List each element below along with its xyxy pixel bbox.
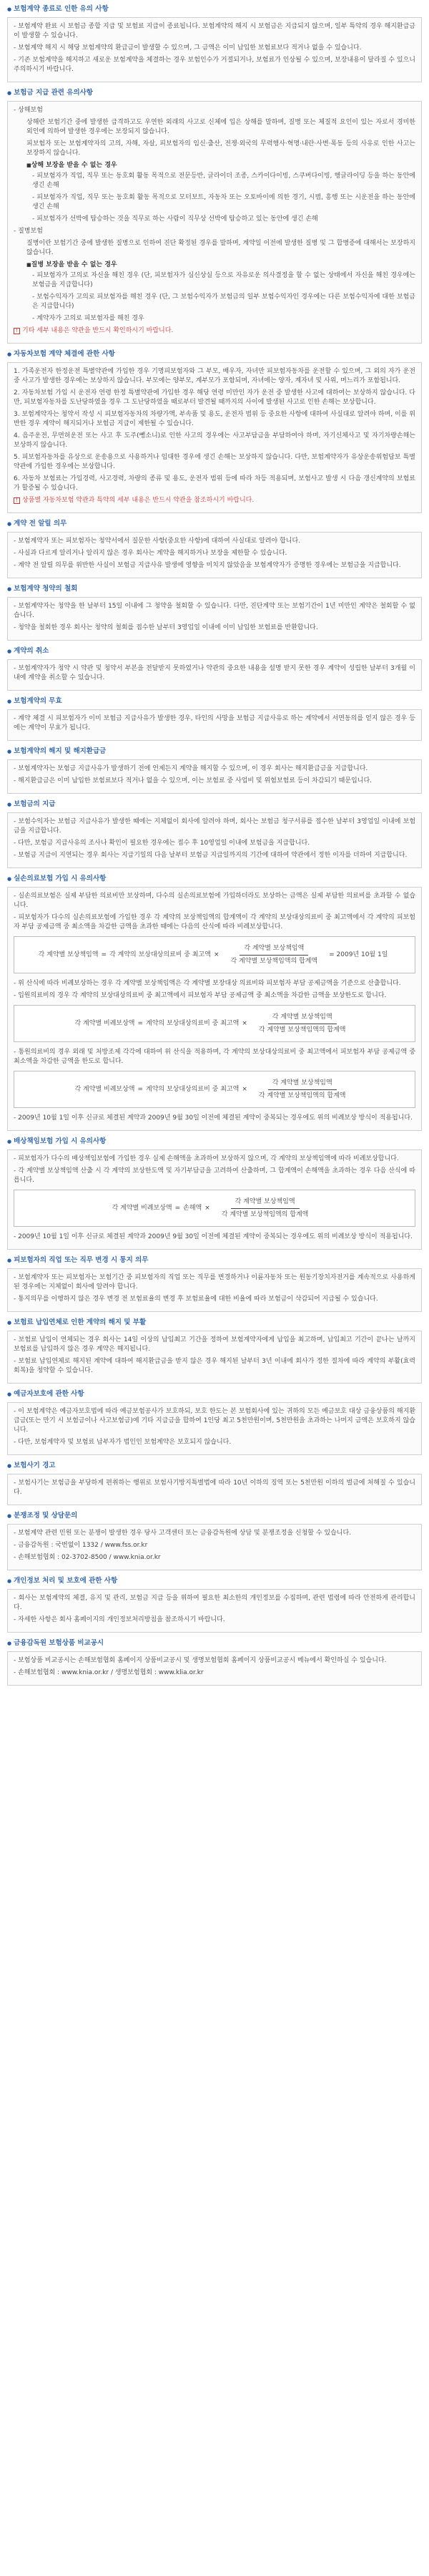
notice-section xyxy=(7,696,422,741)
section-title: ● 금융감독원 보험상품 비교공시 xyxy=(7,1638,422,1648)
bullet-paragraph: - 보험계약자 또는 피보험자는 보험기간 중 피보험자의 직업 또는 직무를 변경하거나 이륜자동차 또는 원동기장치자전거를 계속적으로 사용하게 된 경우에는 지체없이 회사에 알려야 합니다. xyxy=(14,1273,415,1292)
bullet-paragraph: - 통지의무를 이행하지 않은 경우 변경 전 보험료율의 변경 후 보험료율에 대한 비율에 따라 보험금이 삭감되어 지급될 수 있습니다. xyxy=(14,1295,415,1304)
formula-left: 각 계약별 비례보상액 xyxy=(112,1204,172,1212)
subheading: ■ 질병 보장을 받을 수 없는 경우 xyxy=(14,261,415,270)
bullet-paragraph: - 보험계약자는 청약을 한 날부터 15일 이내에 그 청약을 철회할 수 있습니다. 다만, 진단계약 또는 보험기간이 1년 미만인 계약은 철회할 수 없습니다. xyxy=(14,602,415,621)
notice-section xyxy=(7,1638,422,1686)
bullet-paragraph: - 2009년 10월 1일 이후 신규로 체결된 계약과 2009년 9월 30일 이전에 체결된 계약이 중복되는 경우에도 위의 비례보상 방식이 적용됩니다. xyxy=(14,1114,415,1123)
fraction-denominator: 각 계약별 보상책임액의 합계액 xyxy=(258,1092,346,1099)
notice-section xyxy=(7,799,422,868)
section-body xyxy=(7,362,422,513)
bullet-paragraph: - 피보험자가 다수의 배상책임보험에 가입한 경우 실제 손해액을 초과하여 보상하지 않으며, 각 계약의 보상책임액에 따라 비례보상합니다. xyxy=(14,1155,415,1164)
section-body xyxy=(7,887,422,1131)
bullet-paragraph: - 금융감독원 : 국번없이 1332 / www.fss.or.kr xyxy=(14,1541,415,1550)
bullet-paragraph: - 손해보험협회 : 02-3702-8500 / www.knia.or.kr xyxy=(14,1553,415,1562)
section-title: ● 보험금 지급 관련 유의사항 xyxy=(7,88,422,98)
sub-paragraph: 질병이란 보험기간 중에 발생한 질병으로 인하여 진단 확정된 경우를 말하며, 계약일 이전에 발생한 질병 및 그 합병증에 대해서는 보장하지 않습니다. xyxy=(26,240,415,256)
proportional-formula xyxy=(14,1071,415,1108)
bullet-paragraph: - 보험계약자 또는 피보험자는 청약서에서 질문한 사항(중요한 사항)에 대하여 사실대로 알려야 합니다. xyxy=(14,537,415,546)
formula-fraction xyxy=(217,1197,313,1220)
warning-text: 상품별 자동차보험 약관과 특약의 세부 내용은 반드시 약관을 참조하시기 바랍니다. xyxy=(22,497,255,504)
subheading: ■ 상해 보장을 받을 수 없는 경우 xyxy=(14,161,415,170)
section-body xyxy=(7,597,422,641)
fraction-numerator: 각 계약별 보상책임액 xyxy=(268,1013,337,1024)
notice-section xyxy=(7,349,422,513)
notice-section xyxy=(7,1318,422,1384)
formula-mid: 손해액 xyxy=(183,1204,202,1212)
bullet-paragraph: - 위 산식에 따라 비례보상하는 경우 각 계약별 보상책임액은 각 계약별 보장대상 의료비와 피보험자 부담 공제금액을 기준으로 산출합니다. xyxy=(14,979,415,988)
section-body xyxy=(7,1268,422,1312)
section-title: ● 계약 전 알릴 의무 xyxy=(7,519,422,529)
numbered-paragraph: 6. 자동차 보험료는 가입경력, 사고경력, 차량의 종류 및 용도, 운전자 범위 등에 따라 차등 적용되며, 보험사고 발생 시 다음 갱신계약의 보험료가 할증될 수 있습니다. xyxy=(14,475,415,492)
bullet-paragraph: - 2009년 10월 1일 이후 신규로 체결된 계약과 2009년 9월 30일 이전에 체결된 계약이 중복되는 경우에도 위의 비례보상 방식이 적용됩니다. xyxy=(14,1233,415,1242)
fraction-denominator: 각 계약별 보상책임액의 합계액 xyxy=(258,1026,346,1034)
bullet-paragraph: - 보험료 납입이 연체되는 경우 회사는 14일 이상의 납입최고 기간을 정하여 보험계약자에게 납입을 최고하며, 납입최고 기간이 끝나는 날까지 보험료를 납입하지 않은 경우 계약은 해지됩니다. xyxy=(14,1336,415,1354)
bullet-paragraph: - 각 계약별 보상책임액 산출 시 각 계약의 보상한도액 및 자기부담금을 고려하여 산출하며, 그 합계액이 손해액을 초과하는 경우 다음 산식에 따릅니다. xyxy=(14,1167,415,1185)
formula-left: 각 계약별 비례보상액 xyxy=(74,1019,135,1027)
notice-section xyxy=(7,747,422,794)
section-body xyxy=(7,1524,422,1570)
section-title: ● 자동차보험 계약 체결에 관한 사항 xyxy=(7,349,422,359)
formula-left: 각 계약별 비례보상액 xyxy=(74,1085,135,1093)
formula-note: = 2009년 10월 1일 xyxy=(329,951,388,958)
notice-section xyxy=(7,584,422,641)
section-title: ● 보험계약의 무효 xyxy=(7,696,422,706)
bullet-paragraph: - 보험계약 완료 시 보험금 종합 지급 및 보험료 지급이 종료됩니다. 보험계약의 해지 시 보험금은 지급되지 않으며, 일부 특약의 경우 해지환급금이 발생할 수 있습니다. xyxy=(14,22,415,41)
formula-mid: 각 계약의 보상대상의료비 중 최고액 xyxy=(109,951,211,958)
fraction-denominator: 각 계약별 보상책임액의 합계액 xyxy=(230,957,318,965)
bullet-paragraph: - 계약 체결 시 피보험자가 이미 보험금 지급사유가 발생한 경우, 타인의 사망을 보험금 지급사유로 하는 계약에서 서면동의를 얻지 않은 경우 등에는 계약이 무효가 됩니다. xyxy=(14,714,415,733)
bullet-paragraph: - 보험계약자가 청약 시 약관 및 청약서 부본을 전달받지 못하였거나 약관의 중요한 내용을 설명 받지 못한 경우 계약이 성립한 날부터 3개월 이내에 계약을 취소할 수 있습니다. xyxy=(14,664,415,683)
section-body xyxy=(7,1150,422,1250)
warning-note xyxy=(14,326,415,336)
indented-item: - 피보험자가 고의로 자신을 해친 경우 (단, 피보험자가 심신상실 등으로 자유로운 의사결정을 할 수 없는 상태에서 자신을 해친 경우에는 보험금을 지급합니다) xyxy=(32,272,415,288)
notice-section xyxy=(7,1389,422,1455)
bullet-paragraph: - 상해보험 xyxy=(14,106,415,115)
section-body xyxy=(7,709,422,741)
equals-sign: = xyxy=(101,951,107,958)
bullet-paragraph: - 자세한 사항은 회사 홈페이지의 개인정보처리방침을 참조하시기 바랍니다. xyxy=(14,1615,415,1625)
bullet-paragraph: - 보험료 납입연체로 해지된 계약에 대하여 해지환급금을 받지 않은 경우 해지된 날부터 3년 이내에 회사가 정한 절차에 따라 계약의 부활(효력회복)을 청약할 수 있습니다. xyxy=(14,1357,415,1376)
formula-fraction xyxy=(227,944,322,966)
formula-expression xyxy=(75,1079,355,1101)
bullet-paragraph: - 보험계약 해지 시 해당 보험계약의 환급금이 발생할 수 있으며, 그 금액은 이미 납입한 보험료보다 적거나 없을 수 있습니다. xyxy=(14,44,415,53)
formula-fraction xyxy=(255,1079,350,1101)
proportional-formula xyxy=(14,1005,415,1042)
numbered-paragraph: 5. 피보험자동차를 유상으로 운송용으로 사용하거나 임대한 경우에 생긴 손해는 보상하지 않습니다. 다만, 보험계약자가 유상운송위험담보 특별약관에 가입한 경우에는 보상합니다. xyxy=(14,454,415,470)
fraction-numerator: 각 계약별 보상책임액 xyxy=(240,944,308,956)
section-title: ● 보험계약 종료로 인한 유의 사항 xyxy=(7,4,422,14)
bullet-paragraph: - 계약 전 알릴 의무를 위반한 사실이 보험금 지급사유 발생에 영향을 미치지 않았음을 보험계약자가 증명한 경우에는 보험금을 지급합니다. xyxy=(14,561,415,570)
bullet-paragraph: - 다만, 보험계약자 및 보험료 납부자가 법인인 보험계약은 보호되지 않습니다. xyxy=(14,1438,415,1447)
indented-item: - 피보험자가 직업, 직무 또는 동호회 활동 목적으로 전문등반, 글라이더 조종, 스카이다이빙, 스쿠버다이빙, 행글라이딩 등을 하는 동안에 생긴 손해 xyxy=(32,172,415,189)
bullet-paragraph: - 청약을 철회한 경우 회사는 청약의 철회를 접수한 날부터 3영업일 이내에 이미 납입한 보험료를 반환합니다. xyxy=(14,623,415,633)
bullet-paragraph: - 입원의료비의 경우 각 계약의 보상대상의료비 중 최고액에서 피보험자 부담 공제금액 중 최소액을 차감한 금액을 보상한도로 합니다. xyxy=(14,991,415,1001)
formula-mid: 계약의 보상대상의료비 중 최고액 xyxy=(146,1019,240,1027)
section-body xyxy=(7,812,422,868)
section-title: ● 배상책임보험 가입 시 유의사항 xyxy=(7,1137,422,1147)
indented-item: - 피보험자가 직업, 직무 또는 동호회 활동 목적으로 모터보트, 자동차 또는 오토바이에 의한 경기, 시범, 흥행 또는 시운전을 하는 동안에 생긴 손해 xyxy=(32,194,415,210)
formula-mid: 계약의 보상대상의료비 중 최고액 xyxy=(146,1085,240,1093)
equals-sign: = xyxy=(174,1204,181,1212)
warning-text: 기타 세부 내용은 약관을 반드시 확인하시기 바랍니다. xyxy=(22,327,174,334)
section-title: ● 보험계약의 해지 및 해지환급금 xyxy=(7,747,422,757)
notice-section xyxy=(7,88,422,344)
section-body xyxy=(7,759,422,794)
section-body xyxy=(7,532,422,578)
warning-note xyxy=(14,496,415,505)
section-title: ● 보험사기 경고 xyxy=(7,1461,422,1471)
notice-section xyxy=(7,874,422,1131)
equals-sign: = xyxy=(137,1085,144,1093)
notice-section xyxy=(7,1461,422,1505)
times-sign: × xyxy=(242,1019,247,1027)
section-body xyxy=(7,1474,422,1505)
bullet-paragraph: - 통원의료비의 경우 외래 및 처방조제 각각에 대하여 위 산식을 적용하며, 각 계약의 보상대상의료비 중 최고액에서 피보험자 부담 공제금액 중 최소액을 차감한 금액을 한도로 합니다. xyxy=(14,1048,415,1066)
section-title: ● 피보험자의 직업 또는 직무 변경 시 통지 의무 xyxy=(7,1255,422,1265)
bullet-paragraph: - 보험수익자는 보험금 지급사유가 발생한 때에는 지체없이 회사에 알려야 하며, 회사는 보험금 청구서류를 접수한 날부터 3영업일 이내에 보험금을 지급합니다. xyxy=(14,817,415,836)
fraction-numerator: 각 계약별 보상책임액 xyxy=(268,1079,337,1090)
bullet-paragraph: - 보험계약 관련 민원 또는 분쟁이 발생한 경우 당사 고객센터 또는 금융감독원에 상담 및 분쟁조정을 신청할 수 있습니다. xyxy=(14,1529,415,1538)
section-body xyxy=(7,101,422,344)
section-title: ● 분쟁조정 및 상담문의 xyxy=(7,1511,422,1521)
bullet-paragraph: - 보험계약자는 보험금 지급사유가 발생하기 전에 언제든지 계약을 해지할 수 있으며, 이 경우 회사는 해지환급금을 지급합니다. xyxy=(14,764,415,774)
section-title: ● 개인정보 처리 및 보호에 관한 사항 xyxy=(7,1576,422,1586)
formula-expression xyxy=(112,1197,317,1220)
notice-section xyxy=(7,646,422,691)
fraction-numerator: 각 계약별 보상책임액 xyxy=(231,1197,300,1209)
formula-expression xyxy=(39,944,391,966)
notice-section xyxy=(7,1511,422,1570)
section-body xyxy=(7,1402,422,1455)
bullet-paragraph: - 회사는 보험계약의 체결, 유지 및 관리, 보험금 지급 등을 위하여 필요한 최소한의 개인정보를 수집하며, 관련 법령에 따라 안전하게 관리합니다. xyxy=(14,1594,415,1613)
fraction-denominator: 각 계약별 보상책임액의 합계액 xyxy=(221,1210,309,1218)
section-title: ● 계약의 취소 xyxy=(7,646,422,656)
section-body xyxy=(7,1589,422,1633)
proportional-formula xyxy=(14,1190,415,1227)
notice-section xyxy=(7,1137,422,1250)
section-title: ● 보험금의 지급 xyxy=(7,799,422,810)
numbered-paragraph: 1. 가족운전자 한정운전 특별약관에 가입한 경우 기명피보험자와 그 부모, 배우자, 자녀만 피보험자동차를 운전할 수 있으며, 그 외의 자가 운전 중 사고가 발생한 경우에는 보상하지 않습니다. 부모에는 양부모, 계부모가 포함되며, 자녀에는 양자, 계자녀 및 사위, 며느리가 포함됩니다. xyxy=(14,368,415,384)
bullet-paragraph: - 손해보험협회 : www.knia.or.kr / 생명보험협회 : www.klia.or.kr xyxy=(14,1668,415,1678)
warning-icon: ! xyxy=(14,328,20,334)
bullet-paragraph: - 피보험자가 다수의 실손의료보험에 가입한 경우 각 계약의 보상책임액의 합계액이 각 계약의 보상대상의료비 중 최고액에서 각 계약의 피보험자 부담 공제금액 중 최소액을 차감한 금액을 초과한 때에는 다음의 산식에 따라 비례보상합니다. xyxy=(14,913,415,932)
bullet-paragraph: - 질병보험 xyxy=(14,227,415,236)
times-sign: × xyxy=(213,951,220,958)
section-body xyxy=(7,1331,422,1384)
notice-section xyxy=(7,519,422,578)
sub-paragraph: 상해란 보험기간 중에 발생한 급격하고도 우연한 외래의 사고로 신체에 입은 상해를 말하며, 질병 또는 체질적 요인이 있는 자로서 경미한 외인에 의하여 발생한 경우에는 보장되지 않습니다. xyxy=(26,119,415,135)
numbered-paragraph: 2. 자동차보험 가입 시 운전자 연령 한정 특별약관에 가입한 경우 해당 연령 미만인 자가 운전 중 발생한 사고에 대하여는 보상하지 않습니다. 다만, 피보험자동차를 도난당하였을 경우 그 도난당하였을 때로부터 발견될 때까지의 사이에 발생된 사고로 인한 손해는 보상합니다. xyxy=(14,389,415,406)
formula-fraction xyxy=(255,1013,350,1035)
numbered-paragraph: 4. 음주운전, 무면허운전 또는 사고 후 도주(뺑소니)로 인한 사고의 경우에는 사고부담금을 부담하여야 하며, 자기신체사고 및 자기차량손해는 보상하지 않습니다. xyxy=(14,432,415,449)
section-title: ● 실손의료보험 가입 시 유의사항 xyxy=(7,874,422,884)
notice-section xyxy=(7,1255,422,1312)
section-body xyxy=(7,1651,422,1686)
section-body xyxy=(7,17,422,82)
formula-left: 각 계약별 보상책임액 xyxy=(38,951,99,958)
section-title: ● 보험료 납입연체로 인한 계약의 해지 및 부활 xyxy=(7,1318,422,1328)
section-title: ● 보험계약 청약의 철회 xyxy=(7,584,422,594)
times-sign: × xyxy=(242,1085,247,1093)
bullet-paragraph: - 실손의료보험은 실제 부담한 의료비만 보상하며, 다수의 실손의료보험에 가입하더라도 보상하는 금액은 실제 부담한 의료비를 초과할 수 없습니다. xyxy=(14,892,415,910)
sub-paragraph: 피보험자 또는 보험계약자의 고의, 자해, 자살, 피보험자의 임신·출산, 전쟁·외국의 무력행사·혁명·내란·사변·폭동 등의 사유로 인한 사고는 보장하지 않습니다. xyxy=(26,140,415,157)
formula-expression xyxy=(75,1013,355,1035)
indented-item: - 보험수익자가 고의로 피보험자를 해친 경우 (단, 그 보험수익자가 보험금의 일부 보험수익자인 경우에는 다른 보험수익자에 대한 보험금은 지급합니다) xyxy=(32,293,415,310)
bullet-paragraph: - 보험금 지급이 지연되는 경우 회사는 지급기일의 다음 날부터 보험금 지급일까지의 기간에 대하여 약관에서 정한 이자를 더하여 지급합니다. xyxy=(14,851,415,860)
bullet-paragraph: - 이 보험계약은 예금자보호법에 따라 예금보험공사가 보호하되, 보호 한도는 본 보험회사에 있는 귀하의 모든 예금보호 대상 금융상품의 해지환급금(또는 만기 시 보험금이나 사고보험금)에 기타 지급금을 합하여 1인당 최고 5천만원이며, 5천만원을 초과하는 나머지 금액은 보호하지 않습니다. xyxy=(14,1407,415,1435)
indented-item: - 계약자가 고의로 피보험자를 해친 경우 xyxy=(32,315,144,322)
notice-section xyxy=(7,1576,422,1633)
bullet-paragraph: - 다만, 보험금 지급사유의 조사나 확인이 필요한 경우에는 접수 후 10영업일 이내에 보험금을 지급합니다. xyxy=(14,839,415,848)
equals-sign: = xyxy=(137,1019,144,1027)
bullet-paragraph: - 보험상품 비교공시는 손해보험협회 홈페이지 상품비교공시 및 생명보험협회 홈페이지 상품비교공시 메뉴에서 확인하실 수 있습니다. xyxy=(14,1656,415,1666)
indented-item: - 피보험자가 선박에 탑승하는 것을 직무로 하는 사람이 직무상 선박에 탑승하고 있는 동안에 생긴 손해 xyxy=(32,215,318,223)
bullet-paragraph: - 기존 보험계약을 해지하고 새로운 보험계약을 체결하는 경우 보험인수가 거절되거나, 보험료가 인상될 수 있으며, 보장내용이 달라질 수 있으니 주의하시기 바랍니다. xyxy=(14,56,415,74)
notice-section xyxy=(7,4,422,82)
warning-icon: ! xyxy=(14,497,20,504)
times-sign: × xyxy=(204,1204,210,1212)
section-body xyxy=(7,659,422,691)
bullet-paragraph: - 해지환급금은 이미 납입한 보험료보다 적거나 없을 수 있으며, 이는 보험료 중 사업비 및 위험보험료 등이 차감되기 때문입니다. xyxy=(14,777,415,786)
section-title: ● 예금자보호에 관한 사항 xyxy=(7,1389,422,1399)
bullet-paragraph: - 보험사기는 보험금을 부당하게 편취하는 행위로 보험사기방지특별법에 따라 10년 이하의 징역 또는 5천만원 이하의 벌금에 처해질 수 있습니다. xyxy=(14,1479,415,1497)
bullet-paragraph: - 사실과 다르게 알리거나 알리지 않은 경우 회사는 계약을 해지하거나 보장을 제한할 수 있습니다. xyxy=(14,549,415,558)
numbered-paragraph: 3. 보험계약자는 청약서 작성 시 피보험자동차의 차량가액, 부속품 및 용도, 운전자 범위 등 중요한 사항에 대하여 사실대로 알려야 하며, 이를 위반한 경우 계약이 해지되거나 보험금 지급이 제한될 수 있습니다. xyxy=(14,411,415,427)
proportional-formula xyxy=(14,936,415,973)
